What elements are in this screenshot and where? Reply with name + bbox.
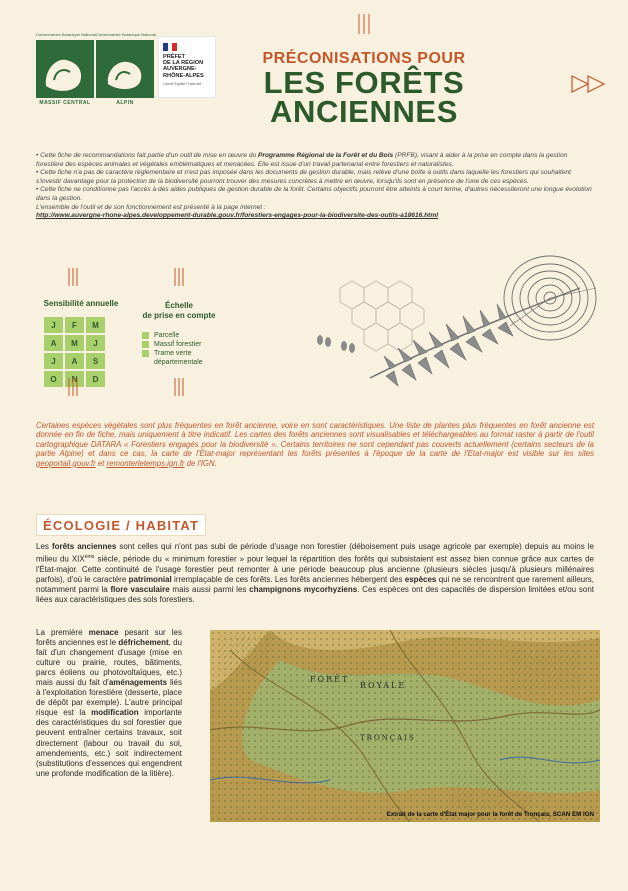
month-cell: J [44,353,63,369]
map-caption: Extrait de la carte d'État major pour la forêt de Tronçais, SCAN EM IGN [386,811,594,818]
forest-maps-note: Certaines espèces végétales sont plus fréquentes en forêt ancienne, voire en sont caractéristiques. Une liste de plantes plus fréquentes en forêt ancienne est donnée en fin de fiche, mais uniquement à titre indicatif. Les cartes des forêts anciennes sont visualisables et téléchargeables au format raster à partir de l'outil cartographique DATARA « Forestiers engagés pour la biodiversité ». Certains territoires ne sont cependant pas couverts actuellement (certains secteurs de la partie Alpine) et dans ce cas, la carte de l'État-major représentant les forêts présentes à l'époque de la carte de l'Etat-major est visible sur les sites geoportail.gouv.fr et remonterletemps.ign.fr de l'IGN. [36,421,594,468]
month-cell: N [65,371,84,387]
threat-paragraph: La première menace pesant sur les forêts anciennes est le défrichement, du fait d'un changement d'usage (mise en culture ou prairie, routes, bâtiments, parcs éoliens ou photovoltaïques, etc.) mais aussi du fait d'aménagements liés à l'exploitation forestière (desserte, place de dépôt par exemple). L'autre principal risque est la modification importante des caractéristiques du sol forestier que peuvent entraîner certains travaux, soit directement (labour ou travail du sol, amendements, etc.) soit indirectement (substitutions d'essences qui engendrent une profonde modification de la litière). [36,628,182,778]
month-cell: J [86,335,105,351]
divider-tick-icon [66,378,80,396]
french-flag-icon [163,43,177,51]
divider-tick-icon [356,14,372,34]
tree-rings-icon [504,256,596,340]
scale-list [142,331,203,367]
cbn-massif-central-logo: Conservatoire Botanique National MASSIF CENTRAL [36,32,96,106]
cbn-alpin-logo: Conservatoire Botanique National ALPIN [96,32,156,106]
month-cell: J [44,317,63,333]
map-label: TRONÇAIS [360,734,416,742]
next-arrows-icon [570,74,610,94]
seed-icons [317,335,355,353]
scale-square-icon [142,350,149,357]
scale-label: Échelle de prise en compte [142,301,216,320]
ecology-paragraph: Les forêts anciennes sont celles qui n'ont pas subi de période d'usage non forestier (déboisement puis usage agricole par exemple) depuis au moins le milieu du XIXème siècle, période du « minimum forestier » pour lequel la répartition des forêts qui subsistaient est assez bien connue grâce aux cartes de l'État-major. Cette continuité de l'usage forestier peut remonter à une période beaucoup plus ancienne (plusieurs siècles jusqu'à plusieurs millénaires parfois), d'où le caractère patrimonial irremplaçable de ces forêts. Les forêts anciennes hébergent des espèces qui ne se rencontrent que rarement ailleurs, notamment parmi la flore vasculaire mais aussi parmi les champignons mycorhyziens. Ces espèces ont des capacités de dispersion limitées et/ou sont liées aux caractéristiques des sols forestiers. [36,542,595,605]
page-subtitle: PRÉCONISATIONS POUR [262,50,466,67]
fern-icon [370,288,580,386]
geoportail-link[interactable]: geoportail.gouv.fr [36,458,96,468]
hexagon-pattern-icon [340,281,424,351]
month-cell: M [86,317,105,333]
sensitivity-label: Sensibilité annuelle [43,299,119,308]
outil-link[interactable]: http://www.auvergne-rhone-alpes.developpement-durable.gouv.fr/forestiers-engages-pour-la-biodiversite-des-outils-a18616.html [36,212,439,220]
intro-notes: • Cette fiche de recommandations fait partie d'un outil de mise en œuvre du Programme Régional de la Forêt et du Bois (PRFB), visant à aider à la prise en compte dans la gestion forestière des espèces animales et végétales emblématiques et menacées. Elle est issue d'un travail partenarial entre forestiers et naturalistes. • Cette fiche n'a pas de caractère réglementaire et n'est pas imposée dans les documents de gestion durable, mais relève d'une boîte à outils dans laquelle les forestiers qui souhaitent s'investir davantage pour la protection de la biodiversité pourront trouver des mesures concrètes à mettre en œuvre, lorsqu'ils sont en présence de l'une de ces espèces. • Cette fiche ne conditionne pas l'accès à des aides publiques de gestion durable de la forêt. Certains objectifs pourront être atteints à court terme, d'autres nécessiteront une longue évolution dans la gestion. L'ensemble de l'outil et de son fonctionnement est présenté à la page internet : http://www.auvergne-rhone-alpes.developpement-durable.gouv.fr/forestiers-engages-pour-la-biodiversite-des-outils-a18616.html [36,152,592,220]
scale-item: Parcelle [142,331,203,340]
prefet-logo: PRÉFET DE LA RÉGION AUVERGNE- RHÔNE-ALPES Liberté Égalité Fraternité [158,36,216,98]
month-cell: M [65,335,84,351]
cbn-leaf-icon [36,32,96,106]
page-title: LES FORÊTS ANCIENNES [263,65,465,129]
scale-item: Massif forestier [142,340,203,349]
scale-square-icon [142,341,149,348]
month-cell: A [65,353,84,369]
scale-square-icon [142,332,149,339]
map-label: FORÊT [310,675,350,684]
remonterletemps-link[interactable]: remonterletemps.ign.fr [106,458,185,468]
month-grid [44,317,105,387]
etat-major-map-image [210,630,600,822]
scale-item: Trame verte [142,349,203,358]
divider-tick-icon [172,268,186,286]
month-cell: O [44,371,63,387]
month-cell: F [65,317,84,333]
month-cell: D [86,371,105,387]
map-label: ROYALE [360,681,407,690]
section-title: ÉCOLOGIE / HABITAT [36,514,206,536]
month-cell: A [44,335,63,351]
forest-illustration [300,248,600,408]
divider-tick-icon [172,378,186,396]
month-cell: S [86,353,105,369]
cbn-leaf-icon [96,32,156,106]
divider-tick-icon [66,268,80,286]
scale-item: départementale [154,359,203,366]
